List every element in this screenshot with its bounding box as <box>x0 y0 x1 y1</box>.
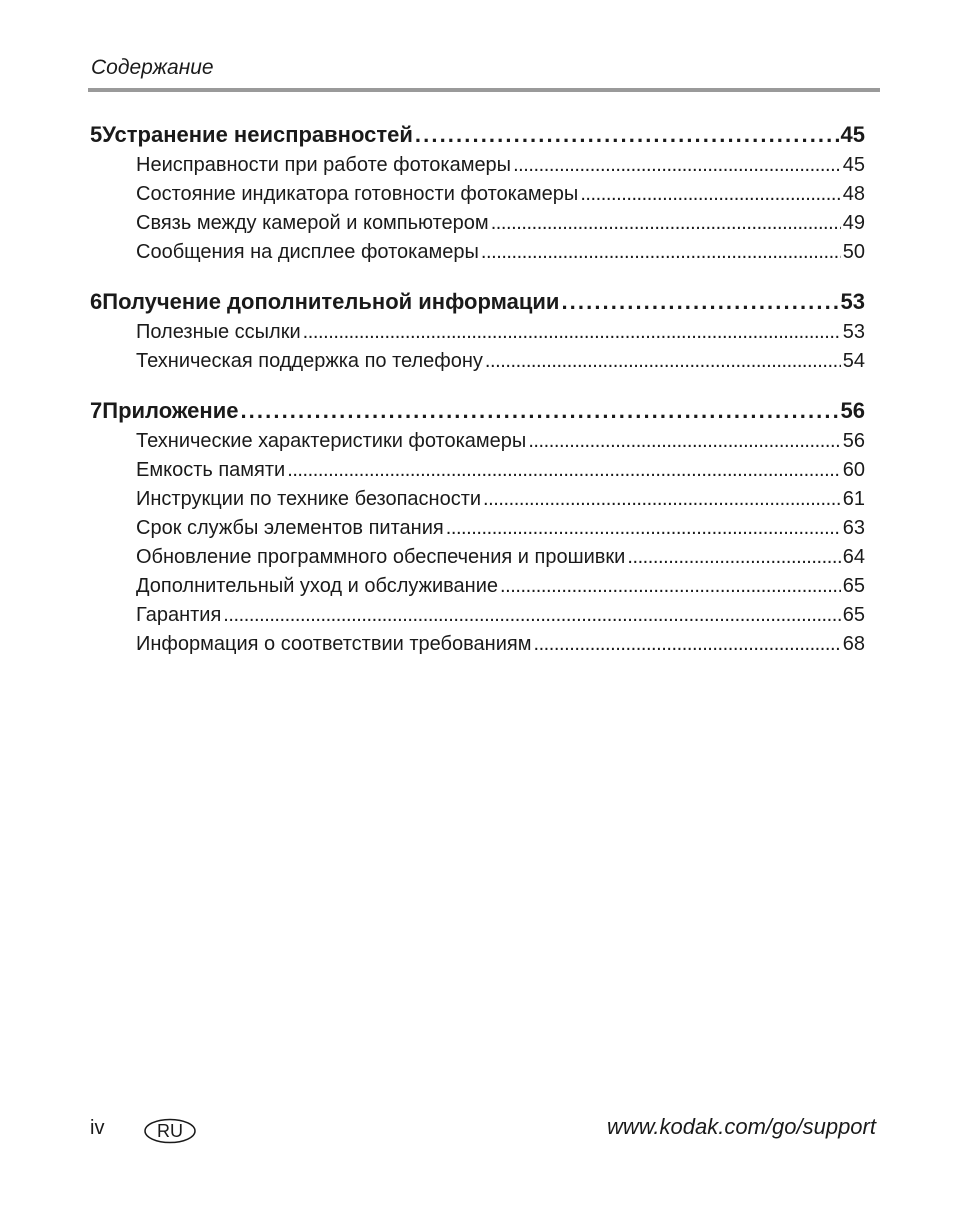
entry-page: 65 <box>842 604 865 626</box>
dot-leader <box>446 514 841 543</box>
toc-entry[interactable] <box>90 572 865 601</box>
toc-entry[interactable] <box>90 180 865 209</box>
chapter-number: 6 <box>90 289 103 314</box>
entry-page: 48 <box>842 183 865 205</box>
entry-title: Емкость памяти <box>136 459 286 481</box>
dot-leader <box>627 543 840 572</box>
toc-entry[interactable] <box>90 485 865 514</box>
language-badge-text: RU <box>157 1121 183 1141</box>
entry-page: 53 <box>842 321 865 343</box>
header-rule <box>88 88 880 92</box>
entry-page: 63 <box>842 517 865 539</box>
dot-leader <box>513 151 841 180</box>
entry-title: Сообщения на дисплее фотокамеры <box>136 241 479 263</box>
dot-leader <box>528 427 840 456</box>
chapter-title: Получение дополнительной информации <box>102 289 560 314</box>
toc-entry[interactable] <box>90 601 865 630</box>
entry-title: Информация о соответствии требованиям <box>136 633 532 655</box>
chapter-page: 45 <box>840 122 865 147</box>
toc-chapter-heading[interactable] <box>90 285 865 318</box>
entry-title: Дополнительный уход и обслуживание <box>136 575 499 597</box>
chapter-title: Приложение <box>102 398 239 423</box>
entry-title: Состояние индикатора готовности фотокамеры <box>136 183 579 205</box>
toc-chapter-6 <box>90 285 865 376</box>
dot-leader <box>485 347 841 376</box>
entry-title: Инструкции по технике безопасности <box>136 488 482 510</box>
entry-title: Гарантия <box>136 604 222 626</box>
toc-entry[interactable] <box>90 514 865 543</box>
dot-leader <box>287 456 841 485</box>
toc-entry[interactable] <box>90 427 865 456</box>
running-header: Содержание <box>91 56 214 79</box>
chapter-number: 5 <box>90 122 103 147</box>
toc-entry[interactable] <box>90 238 865 267</box>
entry-page: 54 <box>842 350 865 372</box>
dot-leader <box>240 394 838 427</box>
dot-leader <box>303 318 841 347</box>
entry-page: 64 <box>842 546 865 568</box>
dot-leader <box>483 485 841 514</box>
dot-leader <box>580 180 840 209</box>
entry-title: Связь между камерой и компьютером <box>136 212 489 234</box>
entry-page: 65 <box>842 575 865 597</box>
entry-title: Техническая поддержка по телефону <box>136 350 483 372</box>
toc-entry[interactable] <box>90 151 865 180</box>
toc-entry[interactable] <box>90 630 865 659</box>
chapter-title: Устранение неисправностей <box>102 122 413 147</box>
entry-page: 61 <box>842 488 865 510</box>
toc-chapter-heading[interactable] <box>90 394 865 427</box>
chapter-page: 53 <box>840 289 865 314</box>
footer-support-url[interactable]: www.kodak.com/go/support <box>606 1114 876 1139</box>
entry-title: Полезные ссылки <box>136 321 301 343</box>
toc-entry[interactable] <box>90 456 865 485</box>
language-badge <box>143 1117 197 1145</box>
entry-page: 50 <box>842 241 865 263</box>
toc-chapter-heading[interactable] <box>90 118 865 151</box>
toc-entry[interactable] <box>90 347 865 376</box>
entry-page: 60 <box>842 459 865 481</box>
entry-title: Неисправности при работе фотокамеры <box>136 154 512 176</box>
chapter-number: 7 <box>90 398 103 423</box>
entry-title: Технические характеристики фотокамеры <box>136 430 527 452</box>
dot-leader <box>223 601 840 630</box>
footer-page-number: iv <box>90 1117 105 1139</box>
entry-page: 49 <box>842 212 865 234</box>
entry-page: 56 <box>842 430 865 452</box>
chapter-page: 56 <box>840 398 865 423</box>
dot-leader <box>533 630 840 659</box>
dot-leader <box>500 572 841 601</box>
toc-entry[interactable] <box>90 209 865 238</box>
entry-page: 68 <box>842 633 865 655</box>
dot-leader <box>481 238 841 267</box>
table-of-contents <box>90 118 865 677</box>
toc-entry[interactable] <box>90 543 865 572</box>
entry-title: Обновление программного обеспечения и прошивки <box>136 546 626 568</box>
dot-leader <box>561 285 838 318</box>
toc-chapter-5 <box>90 118 865 267</box>
entry-title: Срок службы элементов питания <box>136 517 444 539</box>
entry-page: 45 <box>842 154 865 176</box>
toc-entry[interactable] <box>90 318 865 347</box>
dot-leader <box>415 118 839 151</box>
dot-leader <box>491 209 841 238</box>
toc-chapter-7 <box>90 394 865 659</box>
